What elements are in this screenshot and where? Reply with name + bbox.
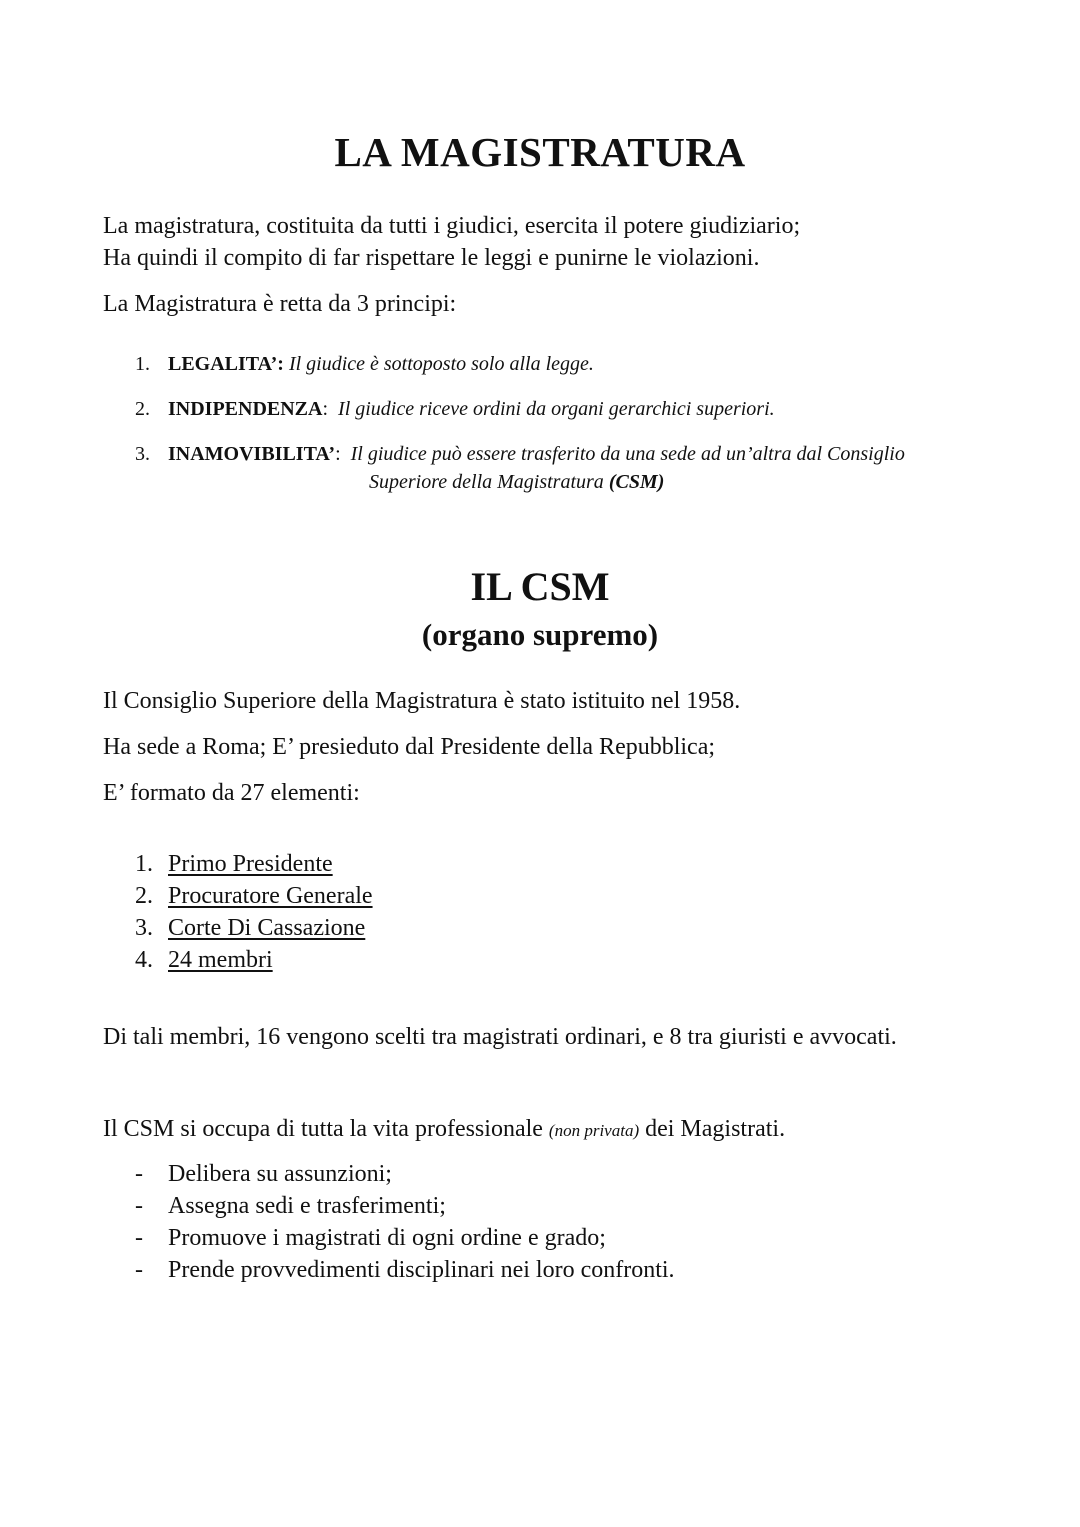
principle-description: Il giudice può essere trasferito da una sede ad un’altra dal Consiglio (350, 443, 905, 465)
csm-line-2: Ha sede a Roma; E’ presieduto dal Presidente della Repubblica; (103, 734, 716, 760)
principle-description: Il giudice è sottoposto solo alla legge. (288, 353, 594, 375)
duty-text: Assegna sedi e trasferimenti; (168, 1193, 446, 1219)
member-number: 3. (135, 915, 153, 941)
duty-text: Promuove i magistrati di ogni ordine e grado; (168, 1225, 606, 1251)
member-label: Corte Di Cassazione (168, 915, 366, 941)
bullet-dash: - (135, 1257, 143, 1283)
member-number: 2. (135, 883, 153, 909)
principle-name: LEGALITA’: (168, 353, 284, 375)
intro-line-3: La Magistratura è retta da 3 principi: (103, 291, 457, 317)
list-item (135, 944, 273, 976)
duties-intro-note: (non privata) (548, 1121, 640, 1140)
principle-item (135, 440, 905, 493)
csm-title: IL CSM (470, 564, 610, 609)
page-title: LA MAGISTRATURA (334, 129, 746, 175)
principle-separator: : (322, 398, 329, 420)
principle-abbreviation: (CSM) (608, 471, 665, 493)
member-label: Procuratore Generale (168, 883, 373, 909)
list-item (135, 880, 373, 912)
principle-description-continued (369, 468, 664, 496)
principle-item (135, 350, 594, 378)
principle-description: Il giudice riceve ordini da organi gerarchici superiori. (338, 398, 775, 420)
list-item (135, 1190, 446, 1222)
principle-item (135, 395, 775, 423)
principle-name: INDIPENDENZA (168, 398, 323, 420)
principle-separator: : (335, 443, 341, 465)
intro-line-1: La magistratura, costituita da tutti i giudici, esercita il potere giudiziario; (103, 213, 801, 239)
bullet-dash: - (135, 1225, 143, 1251)
list-item (135, 1254, 675, 1286)
member-label: Primo Presidente (168, 851, 333, 877)
members-note: Di tali membri, 16 vengono scelti tra magistrati ordinari, e 8 tra giuristi e avvocati. (103, 1024, 897, 1050)
member-number: 1. (135, 851, 153, 877)
principle-number: 3. (135, 443, 150, 465)
member-number: 4. (135, 947, 153, 973)
list-item (135, 848, 333, 880)
list-item (135, 1158, 392, 1190)
csm-line-3: E’ formato da 27 elementi: (103, 780, 360, 806)
bullet-dash: - (135, 1161, 143, 1187)
principle-name: INAMOVIBILITA’ (168, 443, 336, 465)
duty-text: Prende provvedimenti disciplinari nei loro confronti. (168, 1257, 675, 1283)
duties-intro-text: Il CSM si occupa di tutta la vita professionale (103, 1116, 549, 1142)
list-item (135, 912, 365, 944)
member-label: 24 membri (168, 947, 273, 973)
principle-number: 2. (135, 398, 150, 420)
csm-subtitle: (organo supremo) (421, 617, 659, 652)
duties-intro (103, 1113, 785, 1147)
principle-number: 1. (135, 353, 150, 375)
csm-line-1: Il Consiglio Superiore della Magistratura è stato istituito nel 1958. (103, 688, 741, 714)
duties-intro-end: dei Magistrati. (639, 1116, 786, 1142)
principle-description-continued-text: Superiore della Magistratura (369, 471, 609, 493)
list-item (135, 1222, 606, 1254)
intro-line-2: Ha quindi il compito di far rispettare le leggi e punirne le violazioni. (103, 245, 760, 271)
duty-text: Delibera su assunzioni; (168, 1161, 392, 1187)
bullet-dash: - (135, 1193, 143, 1219)
